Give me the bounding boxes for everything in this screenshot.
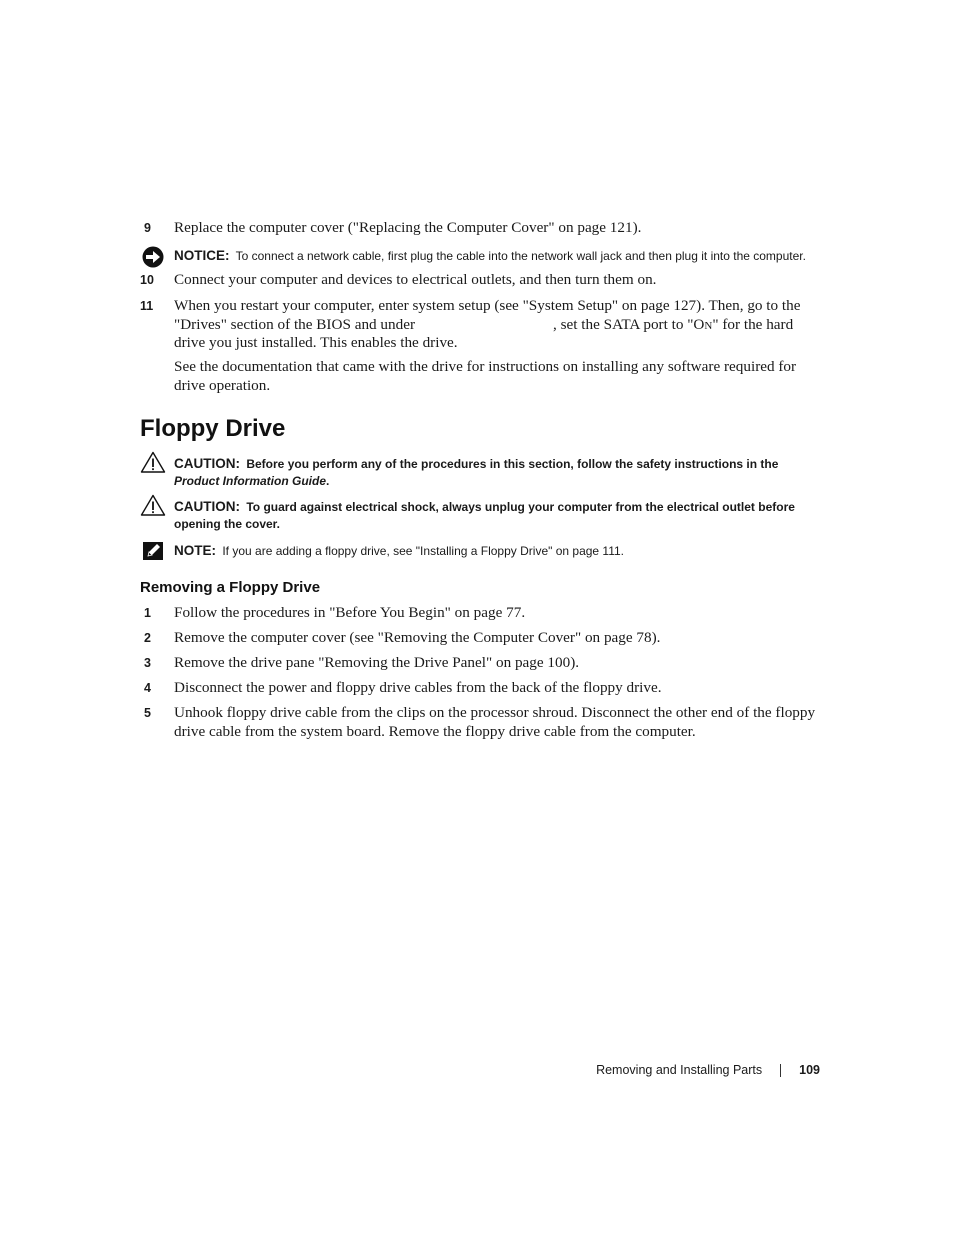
on-value: On [693, 315, 713, 333]
note-block [140, 540, 820, 562]
step-text-a: When you restart your computer, enter system setup (see "System Setup" on page 127). Then, go to the "Drives" section of the BIOS and under [174, 297, 801, 333]
page-footer [596, 1062, 820, 1078]
notice-block [140, 246, 820, 266]
caution-block-2 [140, 494, 820, 532]
footer-divider [780, 1064, 781, 1077]
step-text: Remove the drive pane "Removing the Drive Panel" on page 100). [174, 654, 580, 671]
footer-section-title: Removing and Installing Parts [596, 1063, 763, 1077]
caution-end: . [326, 474, 330, 488]
step-number: 4 [144, 681, 151, 695]
note-body: If you are adding a floppy drive, see "Installing a Floppy Drive" on page 111. [222, 544, 624, 558]
caution-triangle-icon [140, 451, 166, 473]
step-text: Replace the computer cover ("Replacing the Computer Cover" on page 121). [174, 219, 642, 236]
step-text: Unhook floppy drive cable from the clips on the processor shroud. Disconnect the other end of the floppy drive cable from the system board. Remove the floppy drive cable from the computer. [174, 704, 816, 740]
note-text [174, 542, 820, 560]
notice-body: To connect a network cable, first plug the cable into the network wall jack and then plug it into the computer. [235, 249, 806, 263]
step-number: 5 [144, 706, 151, 720]
step-text-b: , set the SATA port to " [553, 315, 694, 333]
caution-text [174, 455, 820, 490]
caution-label: CAUTION: [174, 456, 240, 471]
step-text: Connect your computer and devices to electrical outlets, and then turn them on. [174, 271, 657, 288]
notice-label: NOTICE: [174, 248, 230, 263]
step-text [174, 297, 820, 353]
step-number: 11 [140, 299, 154, 313]
step-number: 3 [144, 656, 151, 670]
caution-body: Before you perform any of the procedures in this section, follow the safety instructions in the [246, 457, 779, 471]
step-5 [140, 704, 820, 742]
step-11 [140, 297, 820, 355]
step-3 [140, 654, 820, 673]
step-number: 2 [144, 631, 151, 645]
step-text: Remove the computer cover (see "Removing the Computer Cover" on page 78). [174, 629, 661, 646]
step-2 [140, 629, 820, 648]
caution-label: CAUTION: [174, 499, 240, 514]
caution-guide-title: Product Information Guide [174, 474, 326, 488]
caution-text [174, 498, 820, 533]
step-text-c: " for the hard drive you just installed. This enables the drive. [174, 315, 794, 352]
step-number: 9 [144, 221, 151, 235]
caution-body: To guard against electrical shock, always unplug your computer from the electrical outlet before opening the cover. [174, 500, 795, 531]
step-10 [140, 271, 820, 290]
step-number: 10 [140, 273, 154, 287]
note-pencil-icon [140, 540, 166, 562]
note-label: NOTE: [174, 543, 216, 558]
step-text: Follow the procedures in "Before You Begin" on page 77. [174, 604, 526, 621]
step-9 [140, 219, 820, 238]
page-number: 109 [799, 1063, 820, 1077]
section-title: Floppy Drive [140, 415, 286, 442]
step-1 [140, 604, 820, 623]
step-4 [140, 679, 820, 698]
notice-text [174, 247, 820, 265]
notice-arrow-icon [140, 246, 166, 268]
step-text: Disconnect the power and floppy drive cables from the back of the floppy drive. [174, 679, 662, 696]
caution-triangle-icon [140, 494, 166, 516]
caution-block-1 [140, 451, 820, 489]
after-paragraph: See the documentation that came with the drive for instructions on installing any software required for drive operation. [174, 358, 797, 394]
subsection-title: Removing a Floppy Drive [140, 579, 321, 596]
step-number: 1 [144, 606, 151, 620]
